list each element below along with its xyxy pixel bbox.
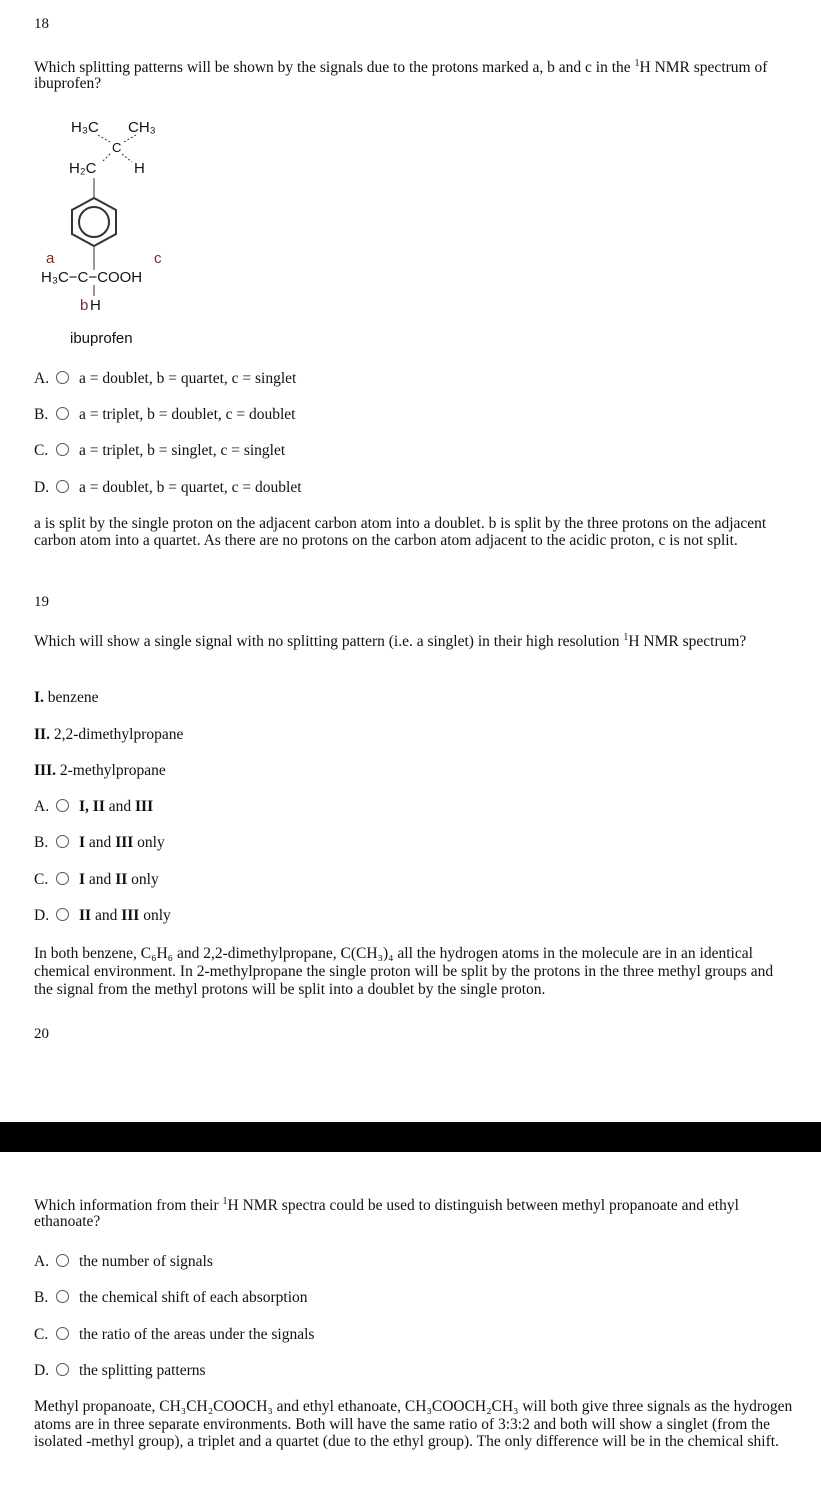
q18-option-a[interactable]: A. a = doublet, b = quartet, c = singlet bbox=[34, 370, 297, 387]
marker-c: c bbox=[154, 250, 162, 267]
radio-icon[interactable] bbox=[56, 1290, 69, 1303]
question-number-19: 19 bbox=[34, 594, 49, 610]
redaction-bar bbox=[0, 1122, 821, 1152]
question-18-text: Which splitting patterns will be shown by the signals due to the protons marked a, b and c in the $^1$H NMR spectrum of ibuprofen? bbox=[34, 57, 768, 92]
radio-icon[interactable] bbox=[56, 480, 69, 493]
q18-option-d[interactable]: D. a = doublet, b = quartet, c = doublet bbox=[34, 479, 302, 496]
q20-option-a[interactable]: A. the number of signals bbox=[34, 1253, 213, 1270]
q18-option-b[interactable]: B. a = triplet, b = doublet, c = doublet bbox=[34, 406, 296, 423]
q20-option-c[interactable]: C. the ratio of the areas under the signals bbox=[34, 1326, 315, 1343]
marker-a: a bbox=[46, 250, 55, 267]
radio-icon[interactable] bbox=[56, 443, 69, 456]
question-19-text: Which will show a single signal with no splitting pattern (i.e. a singlet) in their high resolution $^1$H NMR spectrum? bbox=[34, 631, 747, 650]
radio-icon[interactable] bbox=[56, 1327, 69, 1340]
q20-explanation: Methyl propanoate, CH₃CH₂COOCH₃ and ethyl ethanoate, CH₃COOCH₂CH₃ will both give three signals as the hydrogen atoms are in three separate environments. Both will have the same ratio of 3:3:2 and both will show a singlet (from the isolated -methyl group), a triplet and a quartet (due to the ethyl group). The only difference will be in the chemical shift. bbox=[34, 1398, 793, 1450]
radio-icon[interactable] bbox=[56, 407, 69, 420]
question-20-text: Which information from their $^1$H NMR spectra could be used to distinguish between methyl propanoate and ethyl ethanoate? bbox=[34, 1195, 739, 1230]
q19-item-3: III. 2-methylpropane bbox=[34, 762, 166, 779]
q19-option-a[interactable]: A. I, II and III bbox=[34, 798, 154, 815]
q19-option-c[interactable]: C. I and II only bbox=[34, 871, 159, 888]
q20-option-d[interactable]: D. the splitting patterns bbox=[34, 1362, 206, 1379]
radio-icon[interactable] bbox=[56, 1363, 69, 1376]
q19-item-2: II. 2,2-dimethylpropane bbox=[34, 726, 184, 743]
radio-icon[interactable] bbox=[56, 835, 69, 848]
question-number-18: 18 bbox=[34, 16, 49, 32]
mol-h2c: H₂C bbox=[69, 160, 97, 177]
mol-bottom-chain: H₃C−C−COOH bbox=[41, 269, 143, 286]
molecule-label: ibuprofen bbox=[70, 330, 133, 347]
q19-item-1: I. benzene bbox=[34, 689, 99, 706]
radio-icon[interactable] bbox=[56, 1254, 69, 1267]
q19-explanation: In both benzene, C₆H₆ and 2,2-dimethylpropane, C(CH₃)₄ all the hydrogen atoms in the molecule are in an identical chemical environment. In 2-methylpropane the single proton will be split by the protons in the three methyl groups and the signal from the methyl protons will be split into a doublet by the single proton. bbox=[34, 945, 774, 998]
radio-icon[interactable] bbox=[56, 799, 69, 812]
q19-option-b[interactable]: B. I and III only bbox=[34, 834, 165, 851]
mol-ch3-top: CH₃ bbox=[128, 119, 156, 136]
mol-bottom-h: H bbox=[90, 297, 101, 314]
q19-option-d[interactable]: D. II and III only bbox=[34, 907, 171, 924]
ibuprofen-diagram bbox=[40, 112, 240, 352]
radio-icon[interactable] bbox=[56, 908, 69, 921]
q20-option-b[interactable]: B. the chemical shift of each absorption bbox=[34, 1289, 308, 1306]
ibuprofen-structure bbox=[40, 112, 240, 352]
radio-icon[interactable] bbox=[56, 371, 69, 384]
mol-h3c-top: H₃C bbox=[71, 119, 99, 136]
marker-b: b bbox=[80, 297, 89, 314]
q18-option-c[interactable]: C. a = triplet, b = singlet, c = singlet bbox=[34, 442, 286, 459]
radio-icon[interactable] bbox=[56, 872, 69, 885]
mol-center-c: C bbox=[112, 140, 122, 155]
mol-h-right: H bbox=[134, 160, 145, 177]
q18-explanation: a is split by the single proton on the adjacent carbon atom into a doublet. b is split by the three protons on the adjacent carbon atom into a quartet. As there are no protons on the carbon atom adjacent to the acidic proton, c is not split. bbox=[34, 515, 767, 549]
question-number-20: 20 bbox=[34, 1026, 49, 1042]
